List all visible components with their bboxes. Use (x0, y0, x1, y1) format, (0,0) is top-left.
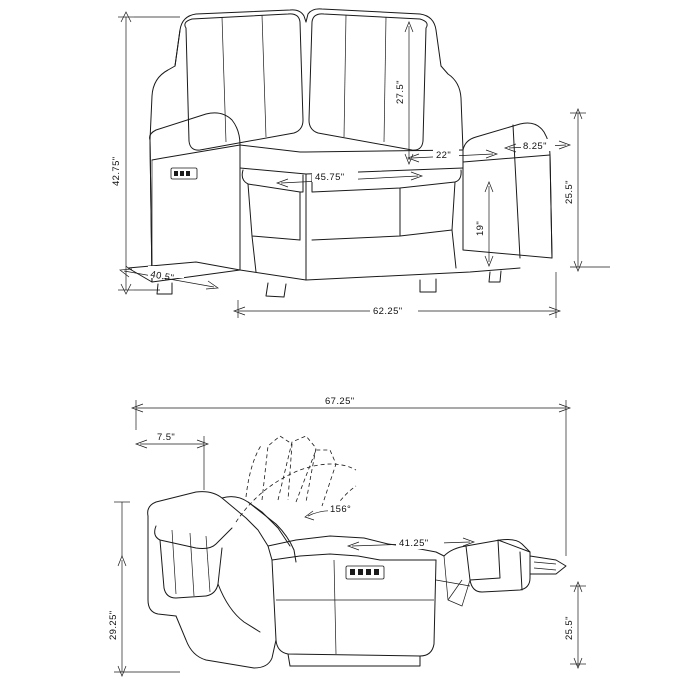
dim-back-height (395, 22, 413, 164)
dim-label-recline-angle: 156° (330, 504, 352, 515)
power-control-side (346, 566, 384, 579)
dim-recline-angle (305, 502, 360, 520)
dim-label-back-height: 27.5" (395, 80, 406, 104)
dim-reclined-length (132, 394, 570, 556)
dim-seat-width-interior (277, 170, 422, 187)
dim-overall-depth (120, 266, 218, 289)
dim-overall-height (111, 12, 180, 294)
dim-label-wall-clearance: 7.5" (157, 432, 176, 443)
dim-label-arm-width: 8.25" (523, 141, 547, 152)
dim-label-overall-depth: 40.5" (149, 269, 175, 285)
dim-footrest-length (348, 536, 474, 550)
dim-arm-height (564, 109, 610, 271)
dim-label-seat-height: 19" (475, 220, 486, 236)
dim-label-footrest-length: 41.25" (399, 538, 429, 549)
dim-overall-width (234, 272, 560, 318)
dim-label-overall-height: 42.75" (111, 156, 122, 186)
dim-reclined-height (108, 502, 180, 676)
dim-wall-clearance (136, 430, 208, 490)
dim-label-seat-depth: 22" (436, 150, 452, 161)
dim-label-reclined-height: 29.25" (108, 610, 119, 640)
dim-label-arm-height: 25.5" (564, 180, 575, 204)
power-control-left (171, 168, 197, 179)
dim-label-back-height-side: 25.5" (564, 616, 575, 640)
dim-seat-height (475, 182, 493, 266)
front-view-group (111, 9, 610, 318)
dim-back-height-side (564, 582, 586, 668)
dim-label-overall-width: 62.25" (373, 306, 403, 317)
side-view-group (108, 394, 586, 676)
dim-label-reclined-length: 67.25" (325, 396, 355, 407)
dim-label-seat-width-interior: 45.75" (315, 172, 345, 183)
